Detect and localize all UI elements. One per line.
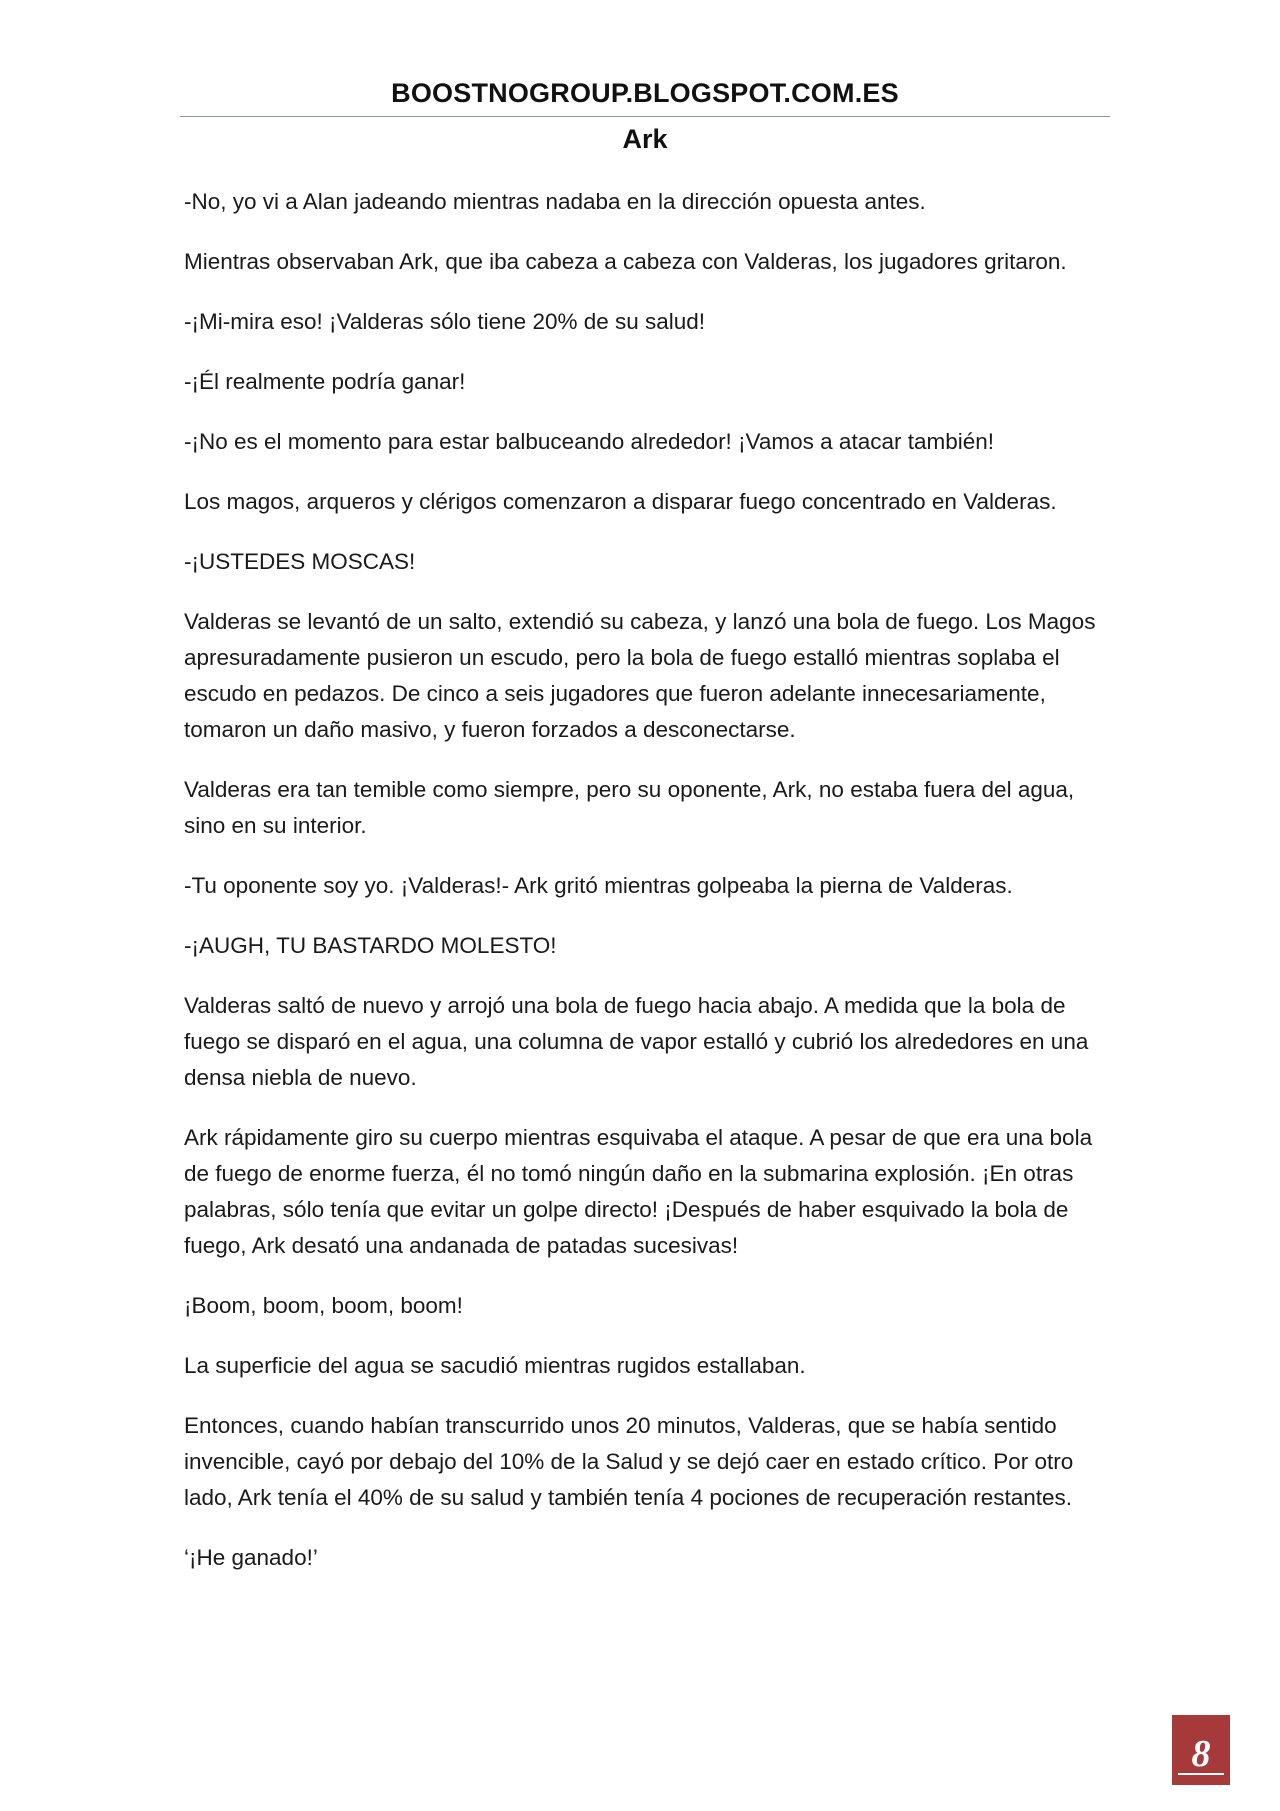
paragraph: -¡USTEDES MOSCAS! xyxy=(184,549,416,574)
paragraph: -¡Mi-mira eso! ¡Valderas sólo tiene 20% de su salud! xyxy=(184,309,706,334)
paragraph: Valderas saltó de nuevo y arrojó una bola de fuego hacia abajo. A medida que la bola de fuego se disparó en el agua, una columna de vapor estalló y cubrió los alrededores en una densa niebla de nuevo. xyxy=(184,993,1089,1090)
paragraph: -¡Él realmente podría ganar! xyxy=(184,369,466,394)
paragraph: Valderas se levantó de un salto, extendió su cabeza, y lanzó una bola de fuego. Los Magos apresuradamente pusieron un escudo, pero la bola de fuego estalló mientras soplaba el escudo en pedazos. De cinco a seis jugadores que fueron adelante innecesariamente, tomaron un daño masivo, y fueron forzados a desconectarse. xyxy=(184,609,1096,742)
paragraph: Mientras observaban Ark, que iba cabeza a cabeza con Valderas, los jugadores gritaron. xyxy=(184,249,1067,274)
page-number: 8 xyxy=(1191,1733,1211,1775)
body-text xyxy=(184,184,1104,1600)
paragraph: -¡No es el momento para estar balbuceando alrededor! ¡Vamos a atacar también! xyxy=(184,429,995,454)
header-rule xyxy=(180,116,1110,117)
paragraph: Ark rápidamente giro su cuerpo mientras esquivaba el ataque. A pesar de que era una bola de fuego de enorme fuerza, él no tomó ningún daño en la submarina explosión. ¡En otras palabras, sólo tenía que evitar un golpe directo! ¡Después de haber esquivado la bola de fuego, Ark desató una andanada de patadas sucesivas! xyxy=(184,1125,1093,1258)
paragraph: ¡Boom, boom, boom, boom! xyxy=(184,1293,463,1318)
site-name: BOOSTNOGROUP.BLOGSPOT.COM.ES xyxy=(391,78,899,108)
paragraph: La superficie del agua se sacudió mientras rugidos estallaban. xyxy=(184,1353,806,1378)
paragraph: -Tu oponente soy yo. ¡Valderas!- Ark gritó mientras golpeaba la pierna de Valderas. xyxy=(184,873,1013,898)
paragraph: ‘¡He ganado!’ xyxy=(184,1545,318,1570)
paragraph: Los magos, arqueros y clérigos comenzaron a disparar fuego concentrado en Valderas. xyxy=(184,489,1057,514)
paragraph: Entonces, cuando habían transcurrido unos 20 minutos, Valderas, que se había sentido invencible, cayó por debajo del 10% de la Salud y se dejó caer en estado crítico. Por otro lado, Ark tenía el 40% de su salud y también tenía 4 pociones de recuperación restantes. xyxy=(184,1413,1074,1510)
page-number-badge xyxy=(1172,1715,1230,1785)
page-number-underline xyxy=(1178,1773,1224,1775)
page-header xyxy=(180,74,1110,157)
document-title: Ark xyxy=(622,124,668,154)
paragraph: Valderas era tan temible como siempre, pero su oponente, Ark, no estaba fuera del agua, sino en su interior. xyxy=(184,777,1075,838)
paragraph: -No, yo vi a Alan jadeando mientras nadaba en la dirección opuesta antes. xyxy=(184,189,926,214)
paragraph: -¡AUGH, TU BASTARDO MOLESTO! xyxy=(184,933,557,958)
